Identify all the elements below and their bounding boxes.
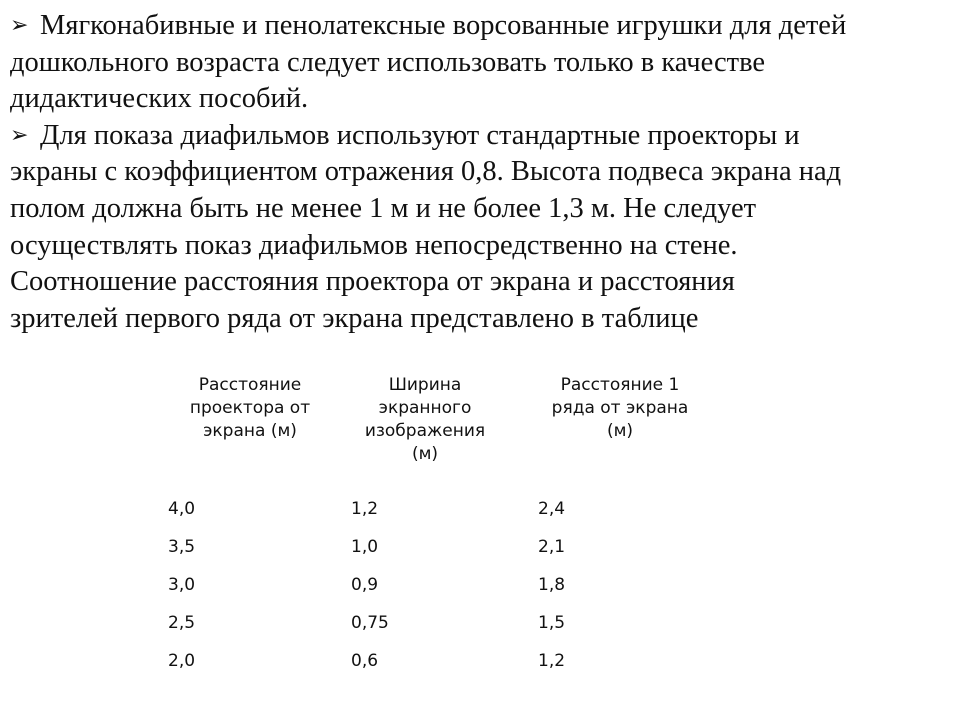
table-cell: 1,0	[351, 537, 379, 557]
table-cell: 2,5	[168, 613, 196, 633]
bullet-1-line-1: ➢ Мягконабивные и пенолатексные ворсованные игрушки для детей	[10, 8, 955, 45]
table-cell: 0,6	[351, 651, 379, 671]
arrowhead-bullet-icon: ➢	[10, 122, 29, 148]
bullet-2-line-4: осуществлять показ диафильмов непосредственно на стене.	[10, 229, 738, 261]
table-cell: 4,0	[168, 499, 196, 519]
table-header-projector-distance: Расстояние проектора от экрана (м)	[189, 375, 311, 441]
bullet-1-line-2: дошкольного возраста следует использовать только в качестве	[10, 46, 766, 78]
table-cell: 0,75	[351, 613, 389, 633]
table-cell: 1,8	[538, 575, 566, 595]
table-cell: 2,1	[538, 537, 566, 557]
table-cell: 3,0	[168, 575, 196, 595]
table-cell: 3,5	[168, 537, 196, 557]
table-cell: 2,4	[538, 499, 566, 519]
bullet-1-line-3: дидактических пособий.	[10, 83, 309, 115]
bullet-2-line-1: ➢ Для показа диафильмов используют стандартные проекторы и	[10, 118, 955, 155]
arrowhead-bullet-icon: ➢	[10, 13, 29, 38]
table-cell: 0,9	[351, 575, 379, 595]
table-cell: 1,2	[538, 651, 566, 671]
table-header-screen-width: Ширина экранного изображения (м)	[364, 375, 486, 464]
table-cell: 1,5	[538, 613, 566, 633]
bullet-2-line-5: Соотношение расстояния проектора от экрана и расстояния	[10, 266, 735, 298]
bullet-2-line-2: экраны с коэффициентом отражения 0,8. Высота подвеса экрана над	[10, 156, 842, 188]
table-cell: 2,0	[168, 651, 196, 671]
table-header-first-row-distance: Расстояние 1 ряда от экрана (м)	[551, 375, 689, 441]
bullet-2-line-3: полом должна быть не менее 1 м и не более 1,3 м. Не следует	[10, 192, 757, 224]
table-cell: 1,2	[351, 499, 379, 519]
bullet-2-line-6: зрителей первого ряда от экрана представлено в таблице	[10, 302, 699, 334]
